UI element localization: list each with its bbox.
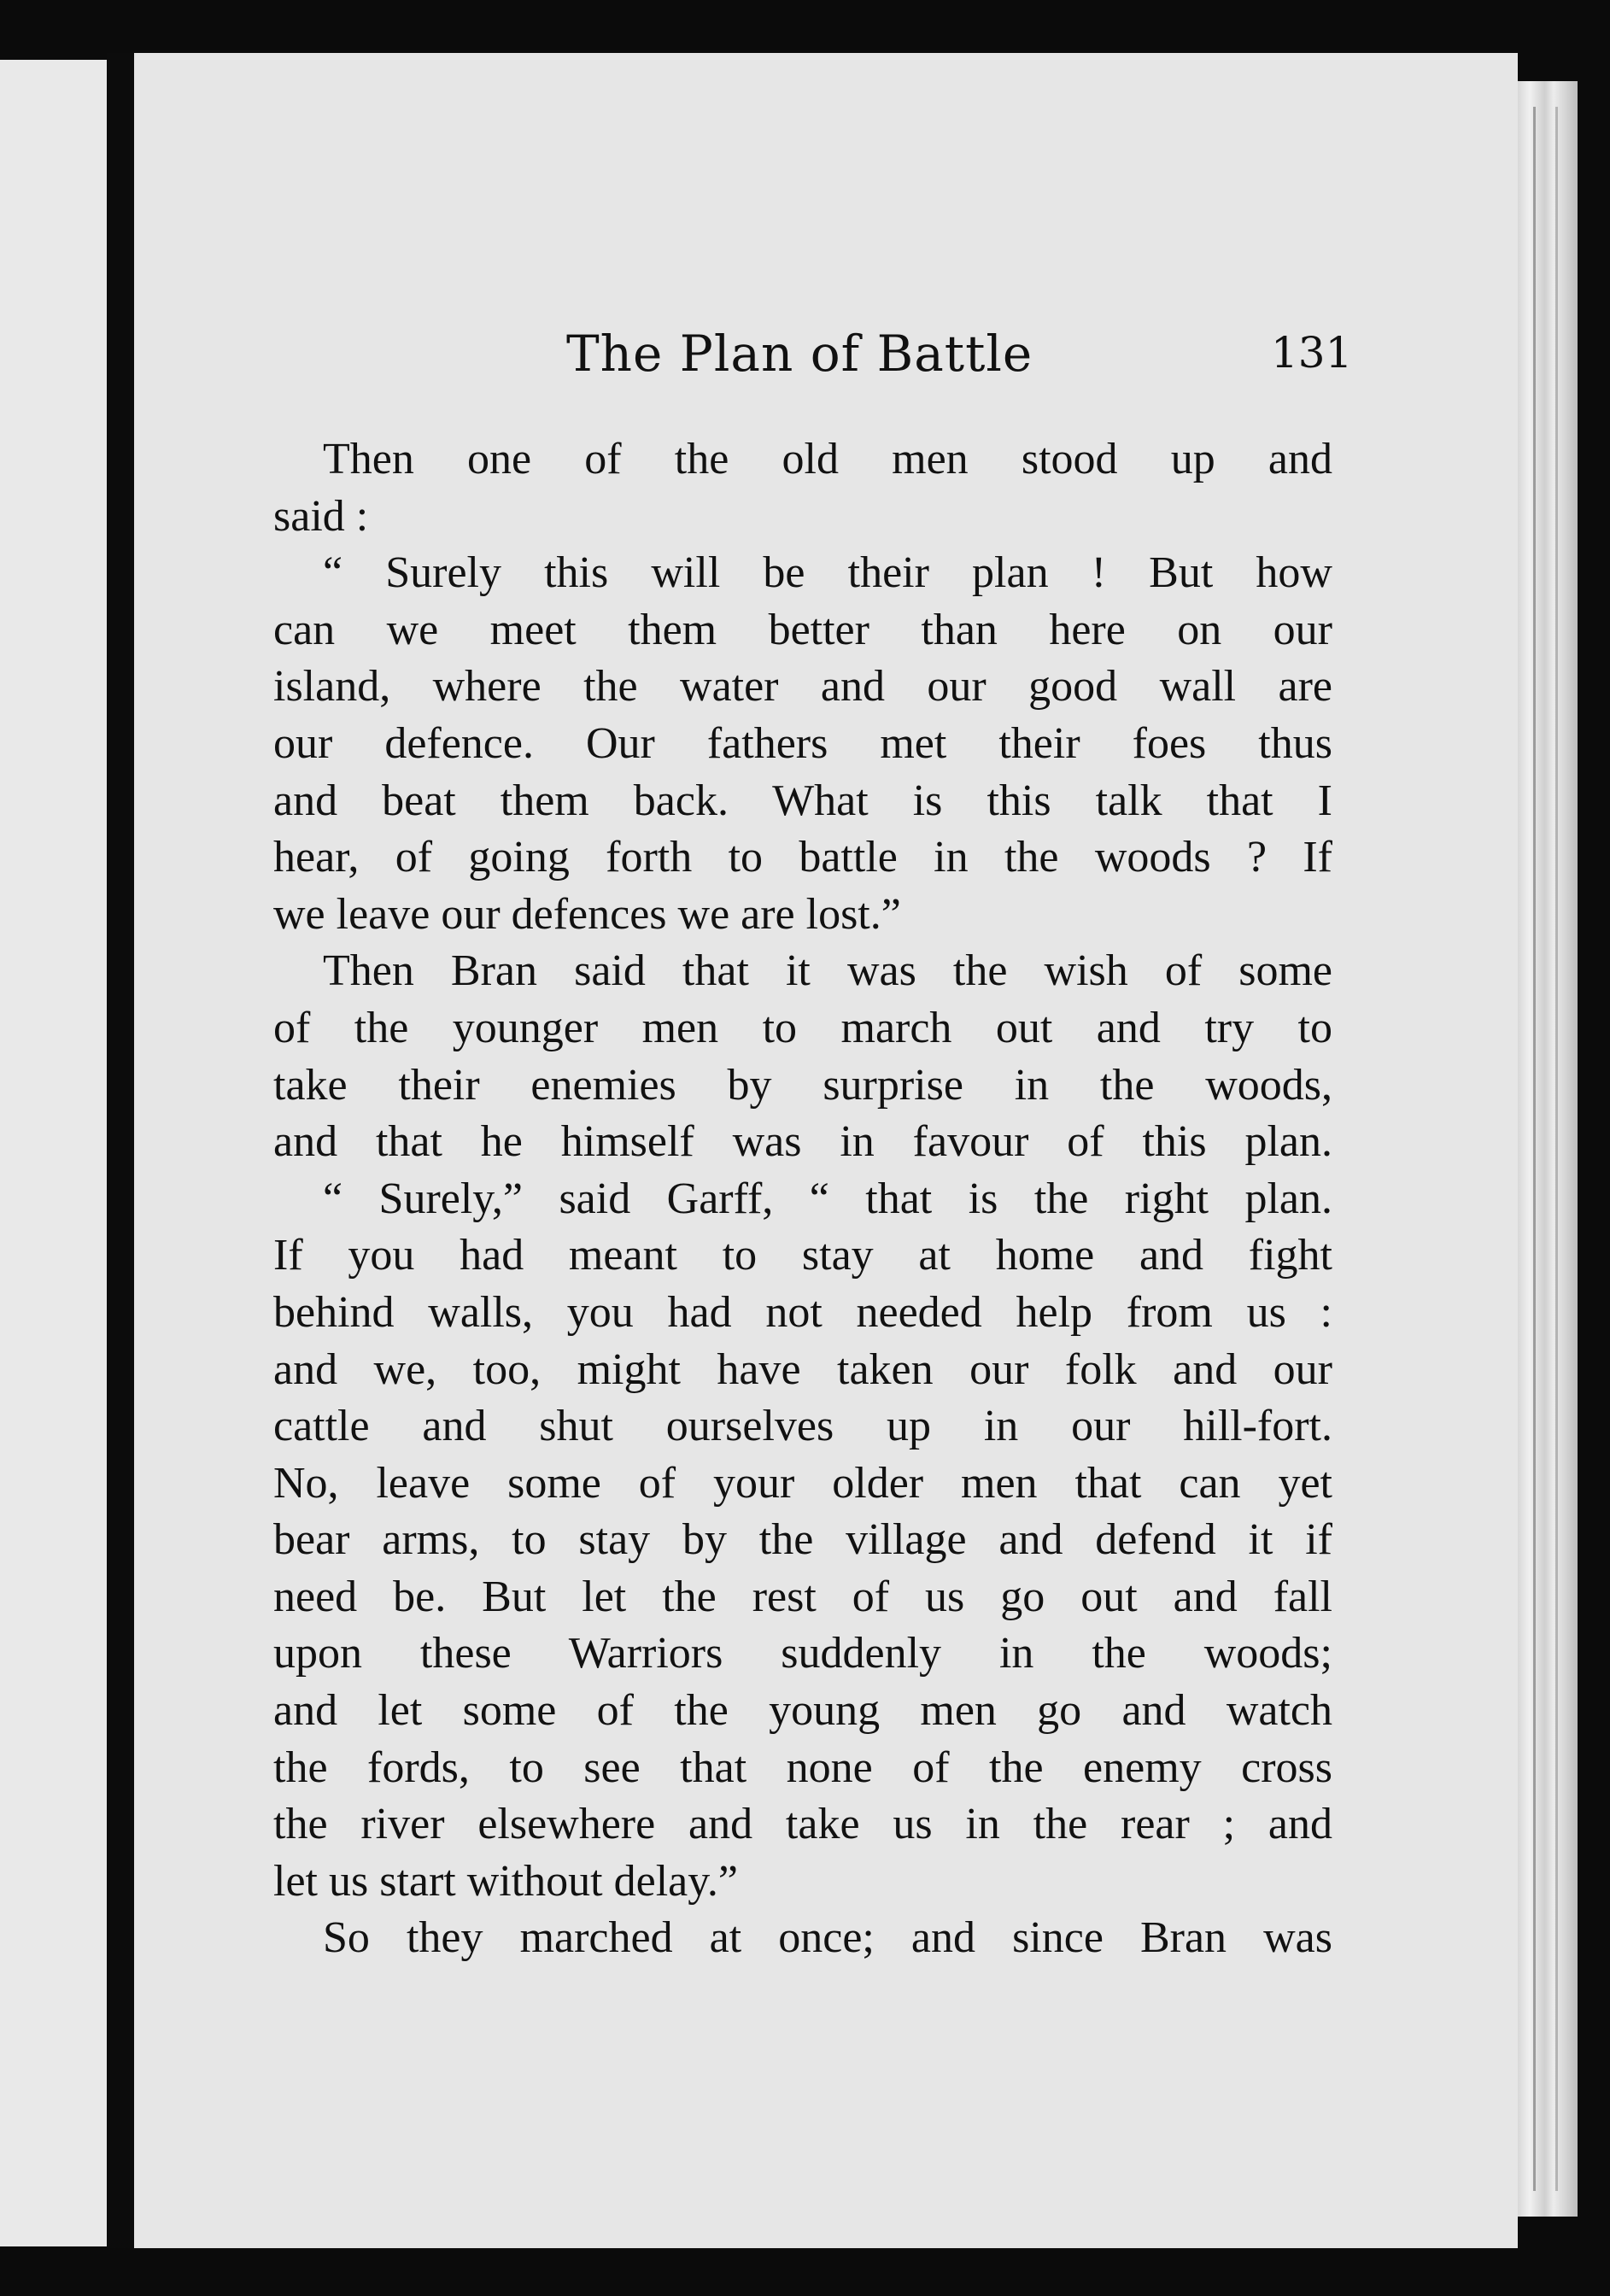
text-line: hear, of going forth to battle in the woods ? If — [273, 833, 1332, 882]
text-line: Then Bran said that it was the wish of some — [323, 946, 1332, 996]
text-line: and we, too, might have taken our folk and our — [273, 1344, 1332, 1394]
text-line: island, where the water and our good wall are — [273, 662, 1332, 712]
text-line: need be. But let the rest of us go out and fall — [273, 1572, 1332, 1621]
text-line: and beat them back. What is this talk that I — [273, 776, 1332, 825]
text-line: of the younger men to march out and try to — [273, 1003, 1332, 1052]
text-line: our defence. Our fathers met their foes thus — [273, 718, 1332, 768]
text-line: the fords, to see that none of the enemy cross — [273, 1742, 1332, 1792]
text-line: “ Surely this will be their plan ! But how — [323, 548, 1332, 598]
text-line: take their enemies by surprise in the woods, — [273, 1060, 1332, 1110]
facing-page-edge — [0, 60, 107, 2246]
text-line: can we meet them better than here on our — [273, 605, 1332, 654]
text-line: we leave our defences we are lost.” — [273, 889, 901, 939]
page-header — [566, 325, 1353, 393]
text-line: So they marched at once; and since Bran was — [323, 1913, 1332, 1963]
text-line: bear arms, to stay by the village and defend it if — [273, 1515, 1332, 1565]
text-line: cattle and shut ourselves up in our hill-fort. — [273, 1402, 1332, 1451]
binding-gutter — [107, 53, 134, 2248]
text-line: Then one of the old men stood up and — [323, 435, 1332, 483]
text-line: If you had meant to stay at home and fight — [273, 1231, 1332, 1280]
text-line: upon these Warriors suddenly in the woods; — [273, 1629, 1332, 1678]
text-line: behind walls, you had not needed help from us : — [273, 1287, 1332, 1337]
text-line: let us start without delay.” — [273, 1856, 738, 1906]
text-line: “ Surely,” said Garff, “ that is the right plan. — [323, 1174, 1332, 1223]
text-line: the river elsewhere and take us in the rear ; and — [273, 1800, 1332, 1849]
running-title: The Plan of Battle — [566, 325, 1033, 383]
text-line: No, leave some of your older men that can yet — [273, 1458, 1332, 1508]
page-edge-right — [1518, 81, 1578, 2217]
text-line: said : — [273, 491, 369, 541]
text-line: and let some of the young men go and watch — [273, 1686, 1332, 1736]
text-line: and that he himself was in favour of this plan. — [273, 1117, 1332, 1167]
body-text — [273, 431, 1332, 1967]
page-number: 131 — [1271, 328, 1353, 378]
